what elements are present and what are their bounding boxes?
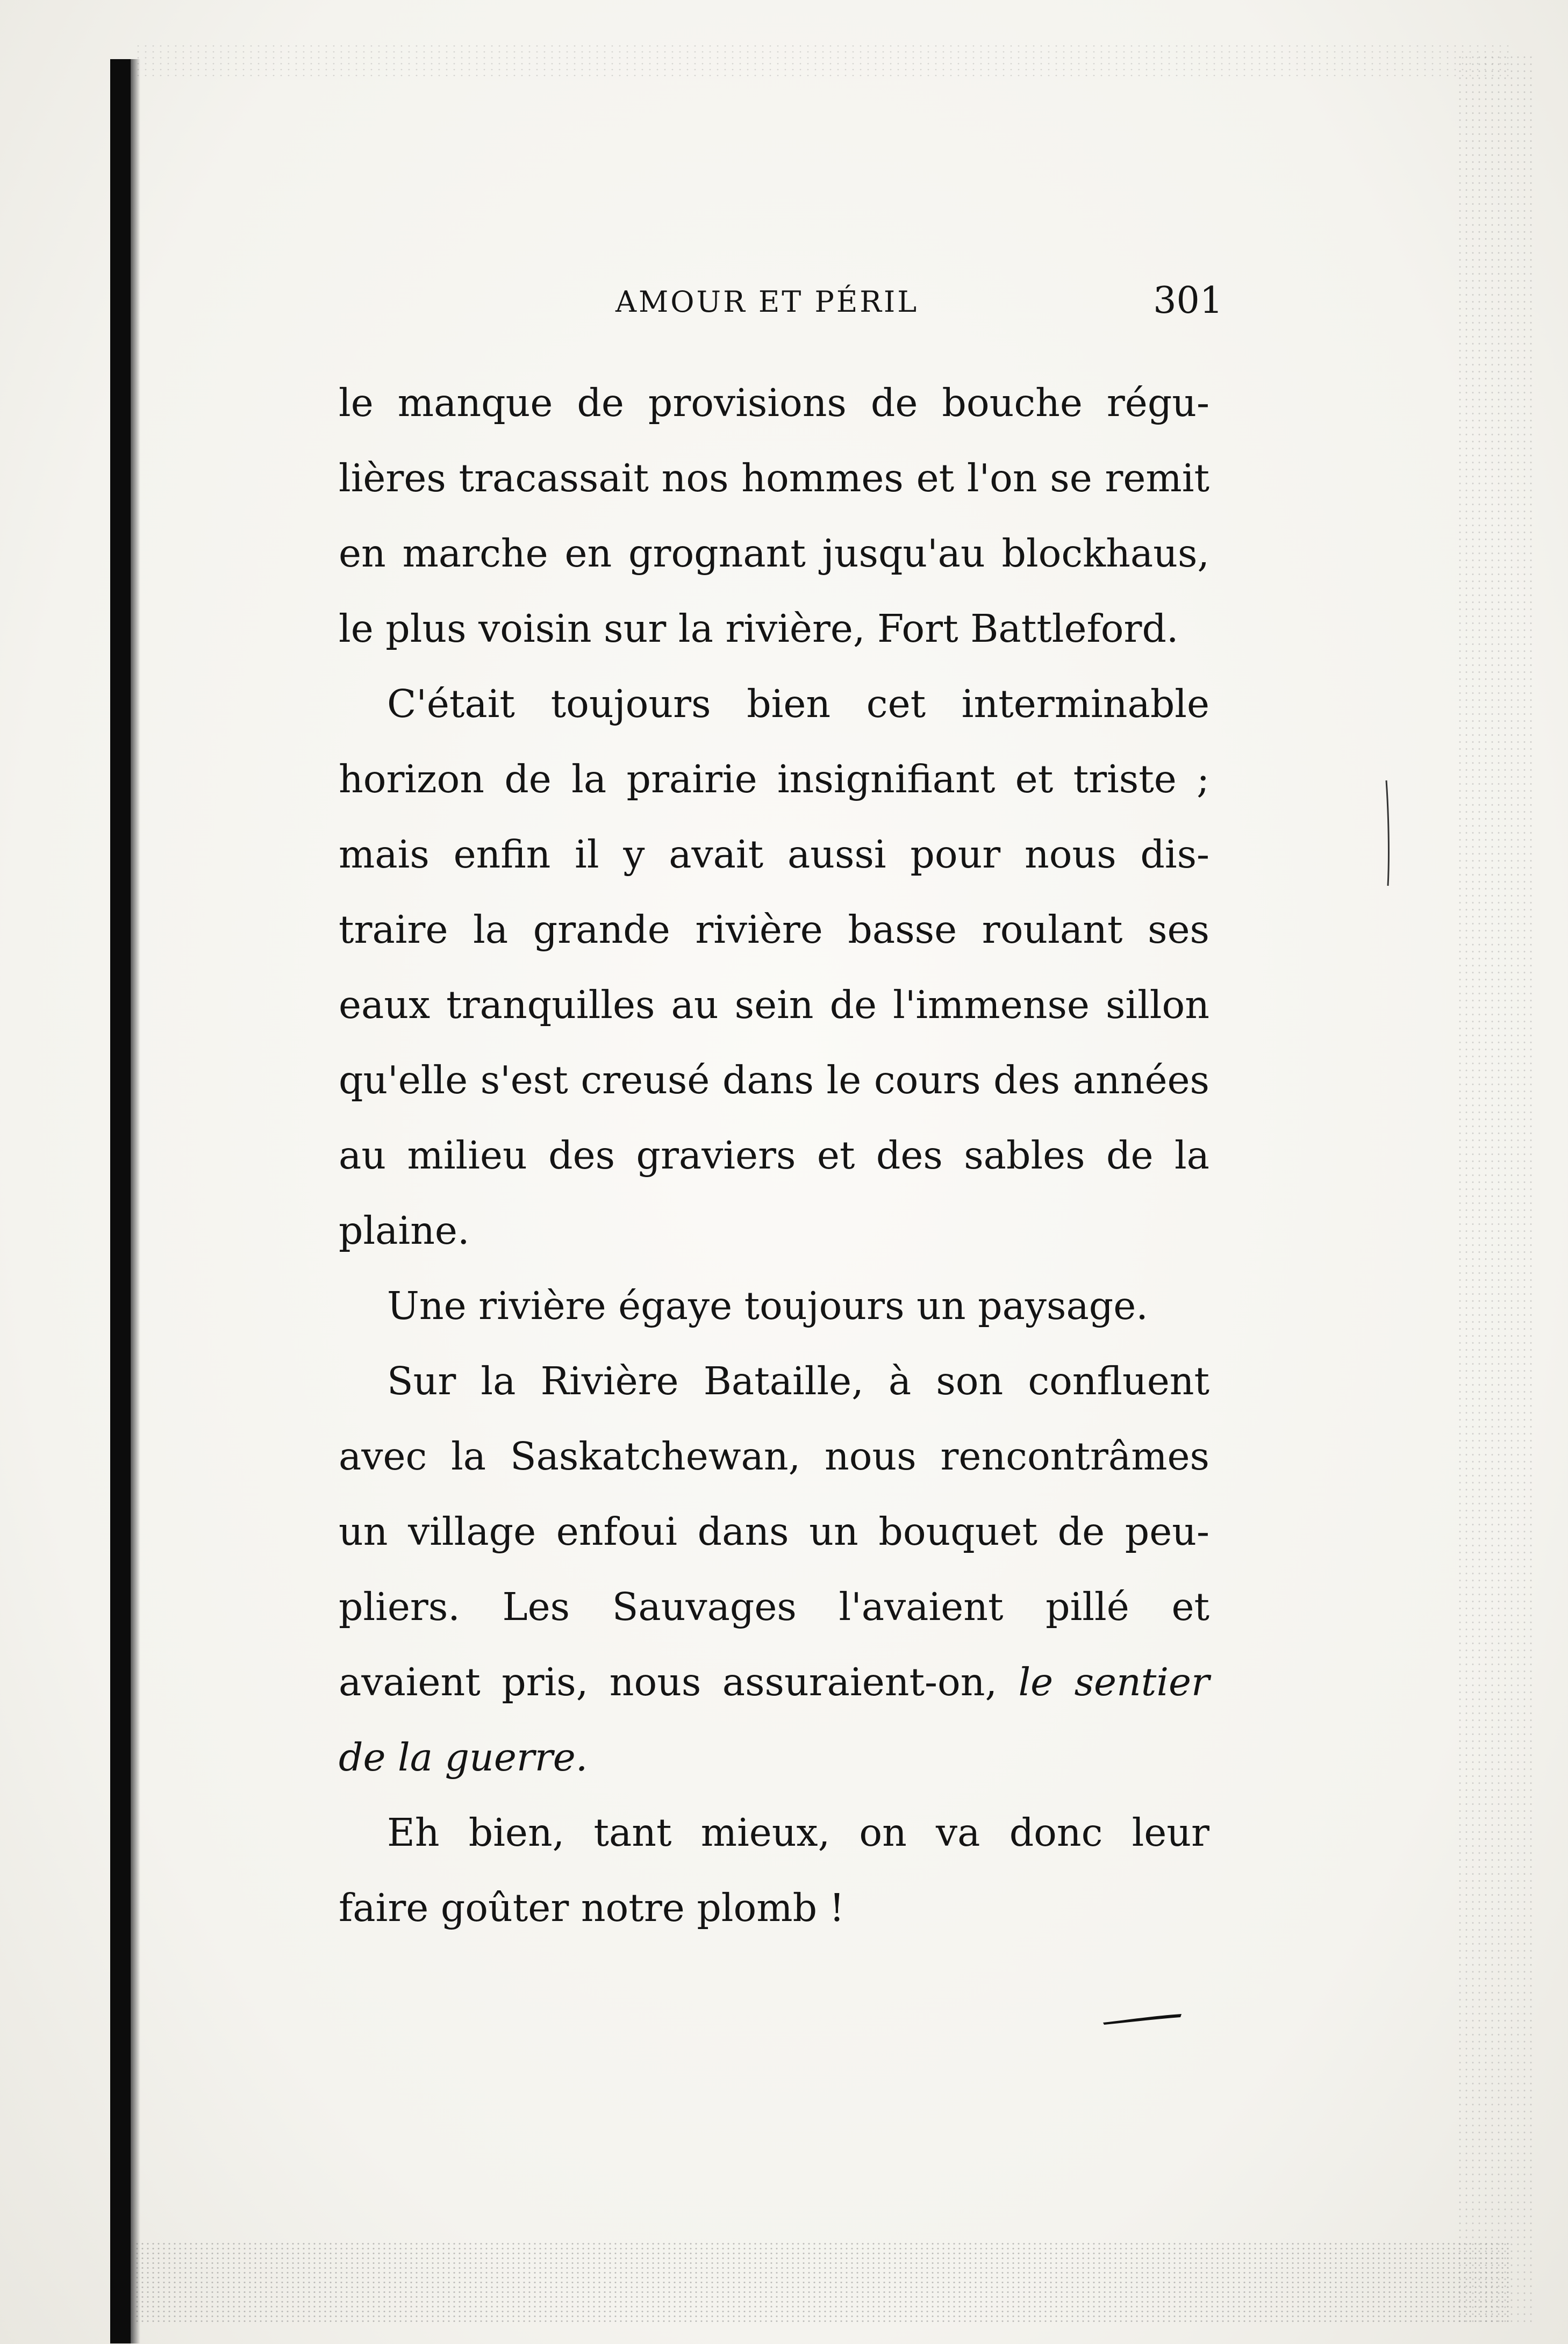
scan-speckle-top (134, 43, 1510, 81)
body-text (339, 365, 1209, 1946)
scan-speckle-right (1457, 54, 1532, 2327)
margin-pencil-mark (1384, 779, 1392, 887)
text-line: en marche en grognant jusqu'au blockhaus, (339, 531, 1209, 576)
italic-span: le sentier (1018, 1660, 1209, 1704)
text-line: Sur la Rivière Bataille, à son confluent (387, 1359, 1209, 1403)
text-line: horizon de la prairie insignifiant et triste ; (339, 757, 1209, 801)
page-header (615, 279, 1223, 322)
text-line: un village enfoui dans un bouquet de peu- (339, 1509, 1209, 1554)
text-line: eaux tranquilles au sein de l'immense sillon (339, 983, 1209, 1027)
margin-pencil-mark-svg (1384, 779, 1392, 887)
text-line: avec la Saskatchewan, nous rencontrâmes (339, 1434, 1209, 1479)
text-line: le manque de provisions de bouche régu- (339, 381, 1209, 425)
text-line: Eh bien, tant mieux, on va donc leur (387, 1810, 1209, 1855)
text-line: qu'elle s'est creusé dans le cours des années (339, 1058, 1209, 1102)
text-line: traire la grande rivière basse roulant ses (339, 907, 1209, 952)
scan-speckle-bottom (134, 2241, 1510, 2322)
text-line: au milieu des graviers et des sables de la (339, 1133, 1209, 1178)
ink-smudge (1102, 2013, 1183, 2025)
text-line-italic (339, 1720, 1209, 1795)
text-line-mixed (339, 1645, 1209, 1720)
ink-smudge-svg (1102, 2013, 1183, 2025)
text-line: mais enfin il y avait aussi pour nous dis- (339, 832, 1209, 877)
text-line: C'était toujours bien cet interminable (387, 682, 1209, 726)
text-line: Une rivière égaye toujours un paysage. (387, 1284, 1148, 1328)
text-line: faire goûter notre plomb ! (339, 1886, 845, 1930)
text-line: plaine. (339, 1208, 470, 1253)
text-line: lières tracassait nos hommes et l'on se remit (339, 456, 1209, 500)
text-line: le plus voisin sur la rivière, Fort Battleford. (339, 606, 1179, 651)
italic-span: de la guerre. (339, 1735, 588, 1780)
text-line: pliers. Les Sauvages l'avaient pillé et (339, 1585, 1209, 1629)
running-title: AMOUR ET PÉRIL (615, 285, 919, 319)
binding-shadow (131, 59, 140, 2343)
book-binding-edge (110, 59, 131, 2343)
text-span: avaient pris, nous assuraient-on, (339, 1660, 998, 1704)
page-number: 301 (1153, 279, 1223, 322)
